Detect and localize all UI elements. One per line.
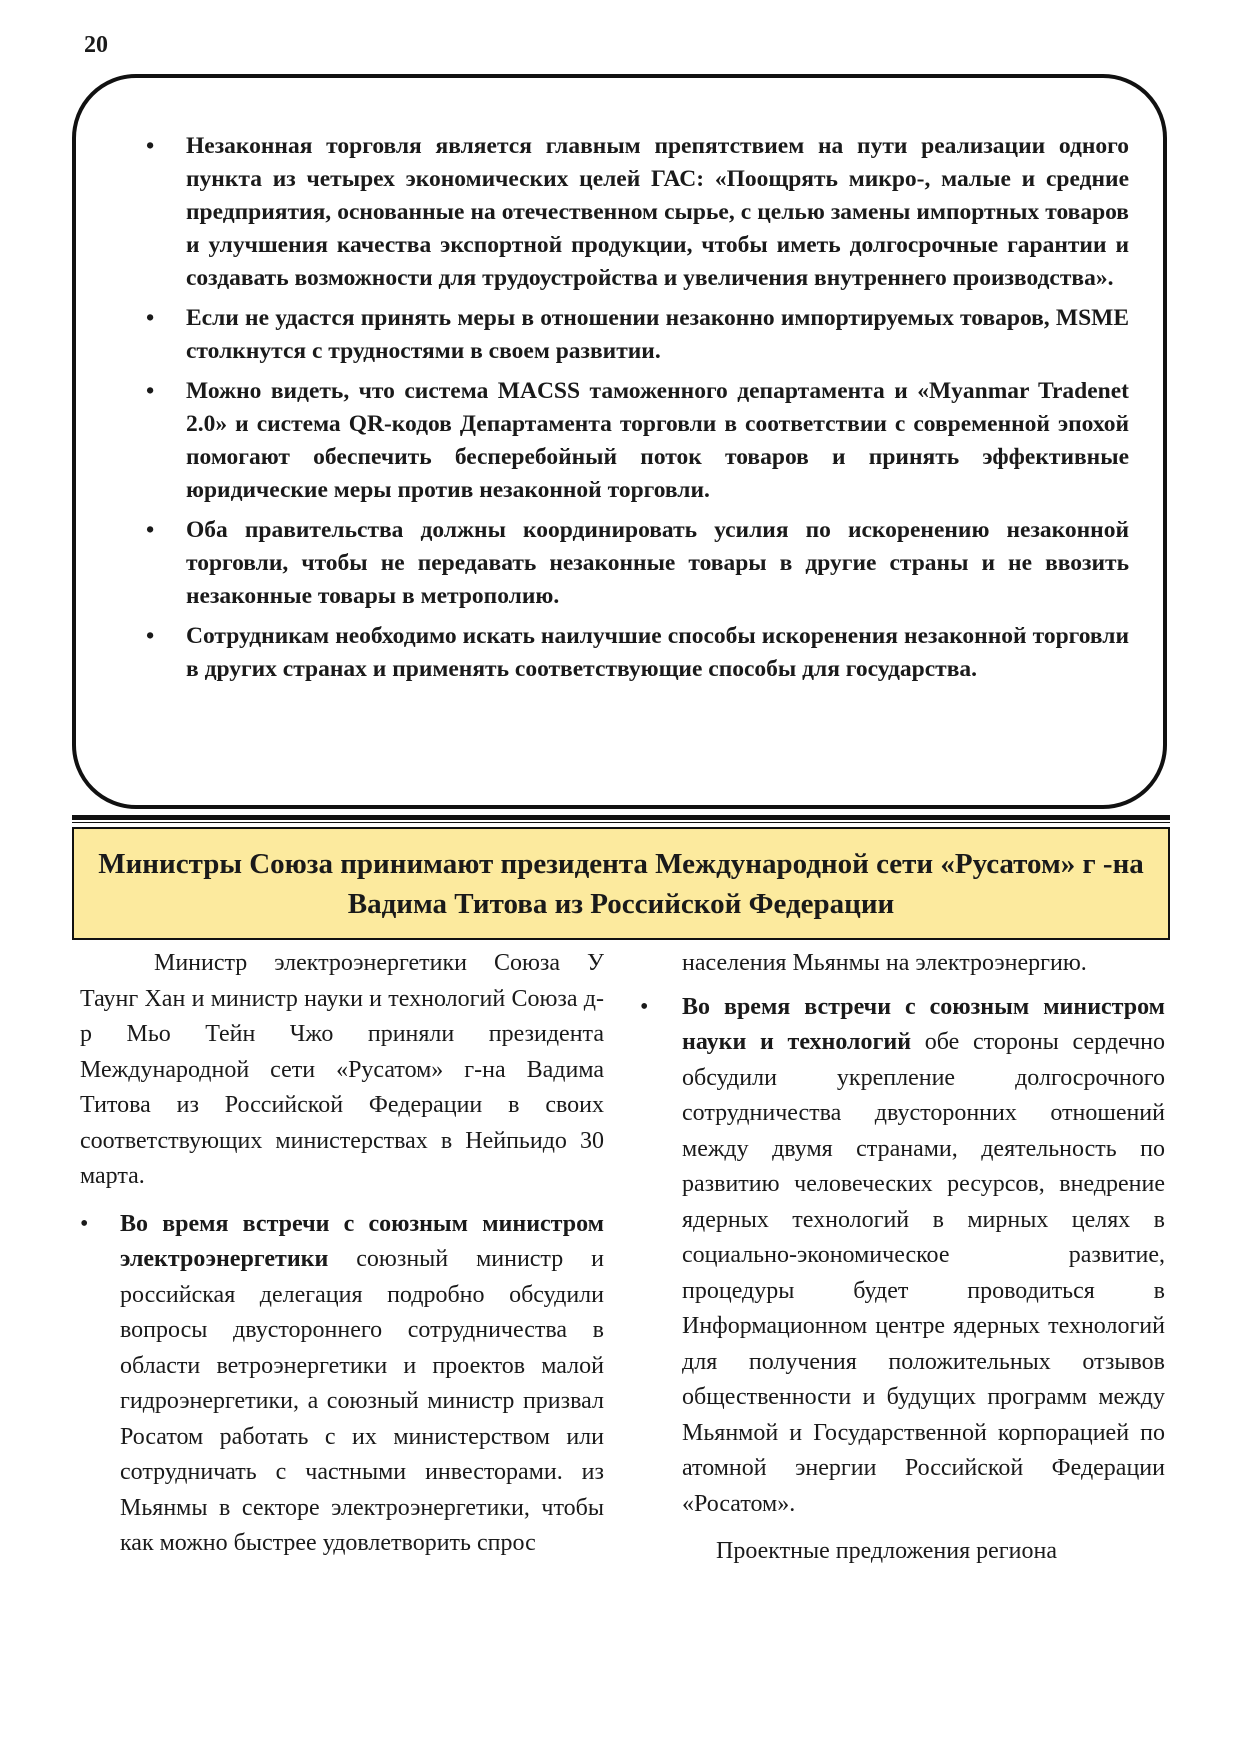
article-bullet <box>80 1207 604 1562</box>
bullet-icon: • <box>146 378 155 404</box>
summary-text: Незаконная торговля является главным препятствием на пути реализации одного пункта из четырех экономических целей ГАС: «Поощрять микро-, малые и средние предприятия, основанные на отечественном сырье, с целью замены импортных товаров и улучшения качества экспортной продукции, чтобы иметь долгосрочные гарантии и создавать возможности для трудоустройства и увеличения внутреннего производства». <box>186 133 1129 291</box>
summary-text: Можно видеть, что система MACSS таможенного департамента и «Myanmar Tradenet 2.0» и система QR-кодов Департамента торговли в соответствии с современной эпохой помогают обеспечить бесперебойный поток товаров и принять эффективные юридические меры против незаконной торговли. <box>186 378 1129 503</box>
bullet-icon: • <box>80 1210 89 1237</box>
summary-text: Сотрудникам необходимо искать наилучшие способы искоренения незаконной торговли в других странах и применять соответствующие способы для государства. <box>186 623 1129 682</box>
divider-thick <box>72 815 1170 820</box>
article-paragraph: Проектные предложения региона <box>716 1538 1057 1564</box>
page-number: 20 <box>84 32 108 58</box>
summary-item <box>116 302 1129 368</box>
bullet-continuation: населения Мьянмы на электроэнергию. <box>682 950 1087 976</box>
bullet-lead: Во время встречи с союзным министром науки и технологий <box>682 993 1165 1055</box>
article-headline: Министры Союза принимают президента Международной сети «Русатом» г -на Вадима Титова из Российской Федерации <box>98 847 1144 920</box>
bullet-icon: • <box>146 133 155 159</box>
summary-text: Если не удастся принять меры в отношении незаконно импортируемых товаров, MSME столкнутся с трудностями в своем развитии. <box>186 305 1129 364</box>
bullet-icon: • <box>146 517 155 543</box>
summary-item <box>116 130 1129 295</box>
bullet-icon: • <box>640 993 649 1020</box>
bullet-text: союзный министр и российская делегация подробно обсудили вопросы двустороннего сотрудничества в области ветроэнергетики и проектов малой гидроэнергетики, а союзный министр призвал Росатом работать с их министерством или сотрудничать с частными инвесторами. из Мьянмы в секторе электроэнергетики, чтобы как можно быстрее удовлетворить спрос <box>120 1246 604 1556</box>
summary-text: Оба правительства должны координировать усилия по искоренению незаконной торговли, чтобы не передавать незаконные товары в другие страны и не ввозить незаконные товары в метрополию. <box>186 517 1129 609</box>
bullet-icon: • <box>146 623 155 649</box>
summary-list <box>116 130 1129 693</box>
divider-thin <box>72 822 1170 823</box>
article-intro: Министр электроэнергетики Союза У Таунг Хан и министр науки и технологий Союза д-р Мьо Тейн Чжо приняли президента Международной сети «Русатом» г-на Вадима Титова из Российской Федерации в своих соответствующих министерствах в Нейпьидо 30 марта. <box>80 950 604 1189</box>
bullet-icon: • <box>146 305 155 331</box>
summary-item <box>116 514 1129 613</box>
bullet-text: обе стороны сердечно обсудили укрепление долгосрочного сотрудничества двусторонних отношений между двумя странами, деятельность по развитию человеческих ресурсов, внедрение ядерных технологий в мирных целях в социально-экономическое развитие, процедуры будет проводиться в Информационном центре ядерных технологий для получения положительных отзывов общественности и будущих программ между Мьянмой и Государственной корпорацией по атомной энергии Российской Федерации «Росатом». <box>682 1029 1165 1517</box>
article-bullet <box>640 990 1165 1523</box>
summary-item <box>116 375 1129 507</box>
summary-item <box>116 620 1129 686</box>
article-column-left <box>80 946 604 1562</box>
article-column-right <box>640 946 1165 1570</box>
headline-box <box>72 827 1170 940</box>
bullet-lead: Во время встречи с союзным министром электроэнергетики <box>120 1210 604 1272</box>
summary-box <box>72 74 1167 809</box>
